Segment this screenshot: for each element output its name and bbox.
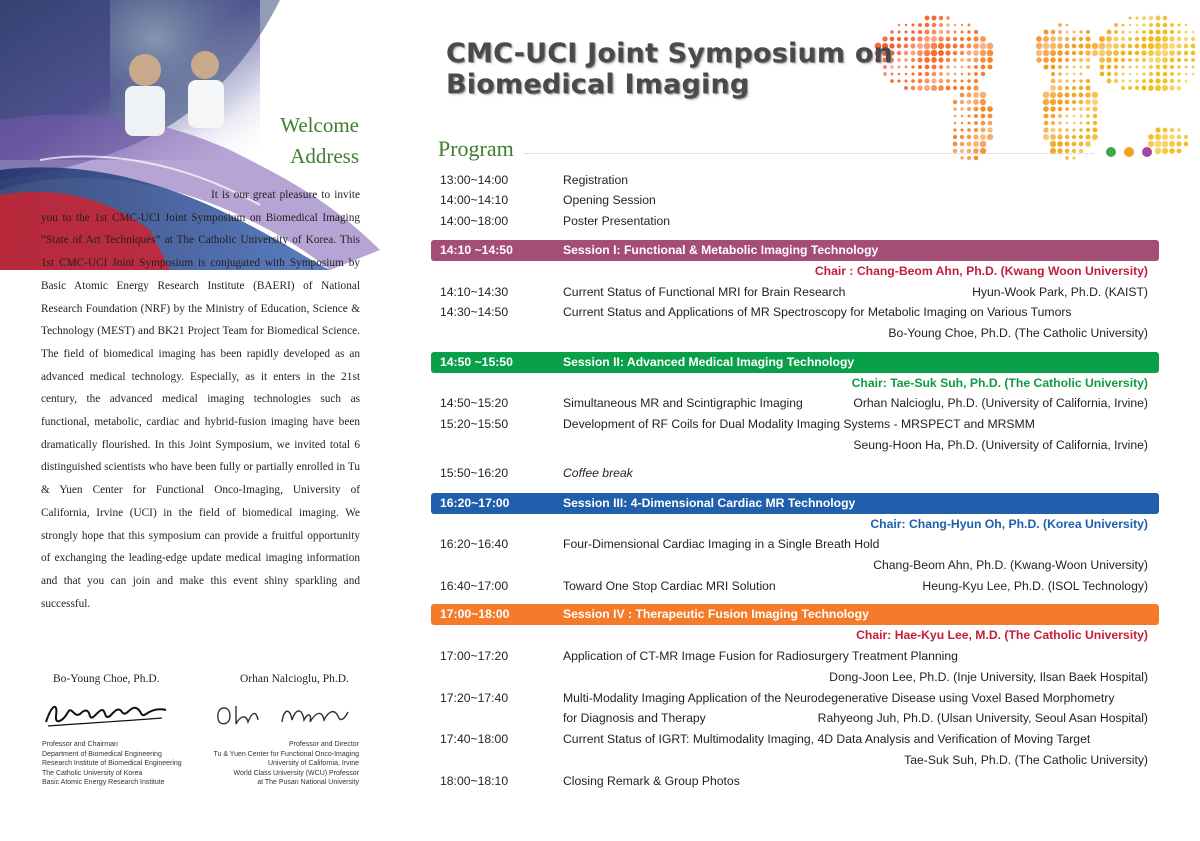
welcome-heading-line-1: Welcome [280, 113, 359, 137]
program-heading: Program [438, 136, 514, 161]
row-title: Current Status of Functional MRI for Brain Research [563, 285, 846, 299]
row-speaker: Orhan Nalcioglu, Ph.D. (University of California, Irvine) [853, 396, 1148, 410]
welcome-heading [280, 110, 359, 172]
title-line-2: Biomedical Imaging [446, 69, 750, 100]
row-time: 16:20~16:40 [440, 537, 509, 551]
session-bar [431, 493, 1159, 514]
session-bar [431, 240, 1159, 261]
row-speaker: Tae-Suk Suh, Ph.D. (The Catholic University) [904, 753, 1148, 767]
row-time: 14:00~18:00 [440, 214, 509, 228]
row-time: 17:40~18:00 [440, 732, 509, 746]
session-time: 14:50 ~15:50 [440, 355, 513, 369]
schedule-row [440, 414, 1148, 434]
session-title: Session IV : Therapeutic Fusion Imaging Technology [563, 607, 869, 621]
schedule-row [440, 170, 1148, 190]
row-time: 14:00~14:10 [440, 193, 509, 207]
row-title: Coffee break [563, 466, 633, 480]
session-chair: Chair : Chang-Beom Ahn, Ph.D. (Kwang Woon University) [814, 264, 1148, 278]
row-title: Registration [563, 173, 629, 187]
signatory-name-2: Orhan Nalcioglu, Ph.D. [240, 673, 349, 685]
program-divider [524, 153, 1094, 154]
schedule-row [440, 534, 1148, 554]
schedule-row [440, 667, 1148, 687]
page-title [446, 38, 893, 100]
session-title: Session I: Functional & Metabolic Imaging Technology [563, 243, 879, 257]
row-time: 16:40~17:00 [440, 579, 509, 593]
welcome-heading-line-2: Address [290, 144, 359, 168]
schedule-row [440, 302, 1148, 322]
decor-dot-green [1106, 147, 1116, 157]
session-chair: Chair: Tae-Suk Suh, Ph.D. (The Catholic University) [851, 376, 1148, 390]
session-time: 17:00~18:00 [440, 607, 510, 621]
row-time: 13:00~14:00 [440, 173, 509, 187]
row-title: Application of CT-MR Image Fusion for Radiosurgery Treatment Planning [563, 649, 958, 663]
schedule-row [440, 282, 1148, 302]
row-title: Current Status of IGRT: Multimodality Imaging, 4D Data Analysis and Verification of Moving Target [563, 732, 1091, 746]
row-time: 14:50~15:20 [440, 396, 509, 410]
session-time: 14:10 ~14:50 [440, 243, 513, 257]
welcome-address-text [41, 184, 360, 615]
schedule-row [440, 211, 1148, 231]
session-title: Session II: Advanced Medical Imaging Technology [563, 355, 855, 369]
schedule-row [440, 463, 1148, 483]
row-speaker: Chang-Beom Ahn, Ph.D. (Kwang-Woon University) [873, 558, 1148, 572]
row-time: 17:20~17:40 [440, 691, 509, 705]
row-speaker: Rahyeong Juh, Ph.D. (Ulsan University, Seoul Asan Hospital) [817, 711, 1148, 725]
signatory-role-1: Professor and Chairman Department of Biomedical Engineering Research Institute of Biomedical Engineering The Catholic University of Korea Basic Atomic Energy Research Institute [42, 741, 182, 787]
row-title: Multi-Modality Imaging Application of the Neurodegenerative Disease using Voxel Based Morphometry [563, 691, 1115, 705]
row-title: Poster Presentation [563, 214, 671, 228]
row-title: for Diagnosis and Therapy [563, 711, 706, 725]
schedule-row [440, 688, 1148, 708]
row-title: Opening Session [563, 193, 656, 207]
row-speaker: Dong-Joon Lee, Ph.D. (Inje University, Ilsan Baek Hospital) [829, 670, 1148, 684]
row-title: Closing Remark & Group Photos [563, 774, 740, 788]
row-speaker: Heung-Kyu Lee, Ph.D. (ISOL Technology) [922, 579, 1148, 593]
row-time: 17:00~17:20 [440, 649, 509, 663]
session-chair: Chair: Chang-Hyun Oh, Ph.D. (Korea University) [870, 517, 1148, 531]
row-speaker: Bo-Young Choe, Ph.D. (The Catholic University) [888, 326, 1148, 340]
signature-2-handwriting [212, 698, 352, 730]
row-time: 14:30~14:50 [440, 305, 509, 319]
decor-dot-purple [1142, 147, 1152, 157]
session-time: 16:20~17:00 [440, 496, 510, 510]
welcome-paragraph: It is our great pleasure to invite you to the 1st CMC-UCI Joint Symposium on Biomedical Imaging “State of Art Techniques” at The Catholic University of Korea. This 1st CMC-UCI Joint Symposium is conjugated with Symposium by Basic Atomic Energy Research Institute (BAERI) of National Research Foundation (NRF) by the Ministry of Education, Science & Technology (MEST) and BK21 Project Team for Biomedical Science. The field of biomedical imaging has been rapidly developed as an advanced medical technology. Especially, as it enters in the 21st century, the advanced medical imaging technologies such as functional, metabolic, cardiac and hybrid-fusion imaging have been dramatically flourished. In this Joint Symposium, we invited total 6 distinguished scientists who have been fully or partially enrolled in Tu & Yuen Center for Functional Onco-Imaging, University of California, Irvine (UCI) in the field of biomedical imaging. We strongly hope that this symposium can provide a fruitful opportunity of exchanging the leading-edge update medical imaging information and that you can join and make this event shiny sparkling and successful. [41, 189, 360, 610]
decor-dot-orange [1124, 147, 1134, 157]
session-bar [431, 352, 1159, 373]
row-speaker: Hyun-Wook Park, Ph.D. (KAIST) [972, 285, 1148, 299]
schedule-row [440, 323, 1148, 343]
schedule-row [440, 576, 1148, 596]
schedule-row [440, 393, 1148, 413]
schedule-row [440, 435, 1148, 455]
row-title: Four-Dimensional Cardiac Imaging in a Single Breath Hold [563, 537, 880, 551]
signatory-role-2: Professor and Director Tu & Yuen Center for Functional Onco-Imaging University of California, Irvine World Class University (WCU) Professor at The Pusan National University [213, 741, 359, 787]
session-title: Session III: 4-Dimensional Cardiac MR Technology [563, 496, 856, 510]
schedule-row [440, 750, 1148, 770]
row-title: Development of RF Coils for Dual Modality Imaging Systems - MRSPECT and MRSMM [563, 417, 1035, 431]
schedule-row [440, 771, 1148, 791]
session-bar [431, 604, 1159, 625]
schedule-row [440, 708, 1148, 728]
schedule-row [440, 555, 1148, 575]
signature-1-handwriting [42, 696, 172, 732]
title-line-1: CMC-UCI Joint Symposium on [446, 38, 893, 69]
signatory-name-1: Bo-Young Choe, Ph.D. [53, 673, 160, 685]
row-speaker: Seung-Hoon Ha, Ph.D. (University of California, Irvine) [853, 438, 1148, 452]
schedule-row [440, 646, 1148, 666]
row-title: Simultaneous MR and Scintigraphic Imaging [563, 396, 803, 410]
row-title: Toward One Stop Cardiac MRI Solution [563, 579, 776, 593]
row-time: 15:50~16:20 [440, 466, 509, 480]
schedule-row [440, 190, 1148, 210]
row-time: 15:20~15:50 [440, 417, 509, 431]
schedule-row [440, 729, 1148, 749]
row-time: 14:10~14:30 [440, 285, 509, 299]
session-chair: Chair: Hae-Kyu Lee, M.D. (The Catholic University) [856, 628, 1148, 642]
row-time: 18:00~18:10 [440, 774, 509, 788]
row-title: Current Status and Applications of MR Spectroscopy for Metabolic Imaging on Various Tumors [563, 305, 1072, 319]
